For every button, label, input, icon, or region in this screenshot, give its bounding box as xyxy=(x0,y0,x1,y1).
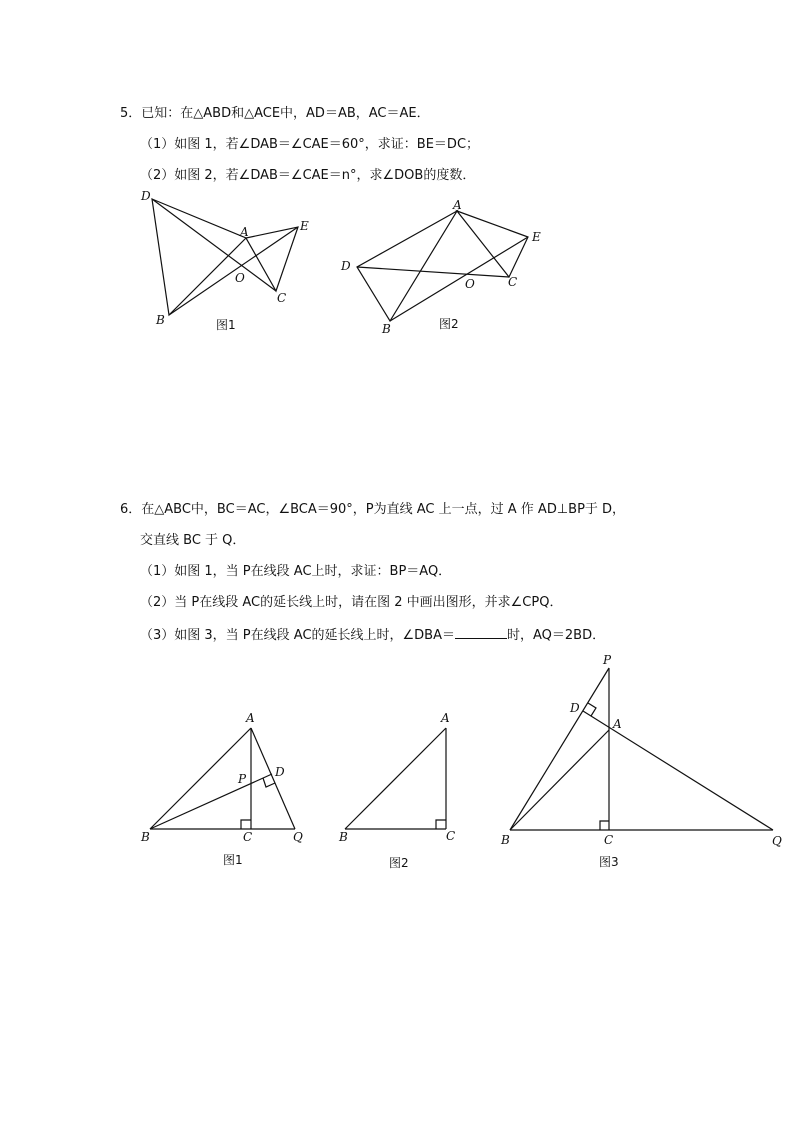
q5-fig1-label-b: B xyxy=(156,313,165,327)
q6-fig1-label-q: Q xyxy=(293,830,303,844)
q5-fig2-label-c: C xyxy=(508,275,518,289)
q5-fig2-label-a: A xyxy=(453,198,462,212)
q6-fig2-caption: 图2 xyxy=(389,856,409,870)
q6-statement-cont: 交直线 BC 于 Q． xyxy=(140,533,246,548)
q6-fig3-label-c: C xyxy=(604,833,614,847)
q6-fig3-label-q: Q xyxy=(772,834,782,848)
q6-fig2-label-a: A xyxy=(441,711,450,725)
q6-fig1-label-p: P xyxy=(238,772,247,786)
q5-fig2-caption: 图2 xyxy=(439,317,459,331)
q6-fig3-segment-ba xyxy=(510,730,609,830)
q6-fig3-label-b: B xyxy=(501,833,510,847)
q6-part3-suffix: 时，AQ＝2BD． xyxy=(507,628,606,643)
q6-fig3-label-d: D xyxy=(570,701,580,715)
q6-fig1-label-b: B xyxy=(141,830,150,844)
q6-fig1-label-a: A xyxy=(246,711,255,725)
q6-fig1-label-d: D xyxy=(275,765,285,779)
q6-statement: 6．在△ABC中，BC＝AC，∠BCA＝90°，P为直线 AC 上一点，过 A 作 AD⊥BP于 D， xyxy=(120,502,626,517)
q6-fig2-label-b: B xyxy=(339,830,348,844)
q6-fig1-label-c: C xyxy=(243,830,253,844)
q5-fig1-caption: 图1 xyxy=(216,318,236,332)
q5-fig1-label-o: O xyxy=(235,271,245,285)
q6-part2: （2）当 P在线段 AC的延长线上时，请在图 2 中画出图形，并求∠CPQ． xyxy=(140,595,563,610)
q6-fig3-label-p: P xyxy=(603,653,612,667)
q5-part1: （1）如图 1，若∠DAB＝∠CAE＝60°，求证：BE＝DC； xyxy=(140,137,480,152)
q6-fig2-label-c: C xyxy=(446,829,456,843)
q5-fig1-label-c: C xyxy=(277,291,287,305)
q5-fig1-label-a: A xyxy=(240,225,249,239)
q5-fig2-label-b: B xyxy=(382,322,391,336)
q5-fig1-label-d: D xyxy=(141,189,151,203)
q6-part3-prefix: （3）如图 3，当 P在线段 AC的延长线上时，∠DBA＝ xyxy=(140,628,455,643)
q6-fig3-right-angle-c xyxy=(600,821,609,830)
q5-statement: 5．已知：在△ABD和△ACE中，AD＝AB，AC＝AE． xyxy=(120,106,430,121)
q5-fig2-label-e: E xyxy=(532,230,541,244)
q6-fig3-segment-bp xyxy=(510,668,609,830)
q6-fig3-right-angle-d xyxy=(588,703,596,716)
q5-fig1-label-e: E xyxy=(300,219,309,233)
q6-part1: （1）如图 1，当 P在线段 AC上时，求证：BP＝AQ． xyxy=(140,564,452,579)
q6-fig3-label-a: A xyxy=(613,717,622,731)
q6-fig3-segment-dq xyxy=(583,711,773,830)
q5-part2: （2）如图 2，若∠DAB＝∠CAE＝n°，求∠DOB的度数． xyxy=(140,168,476,183)
q6-fig1-caption: 图1 xyxy=(223,853,243,867)
q5-fig2-label-o: O xyxy=(465,277,475,291)
q6-fig3-caption: 图3 xyxy=(599,855,619,869)
q5-fig2-label-d: D xyxy=(341,259,351,273)
